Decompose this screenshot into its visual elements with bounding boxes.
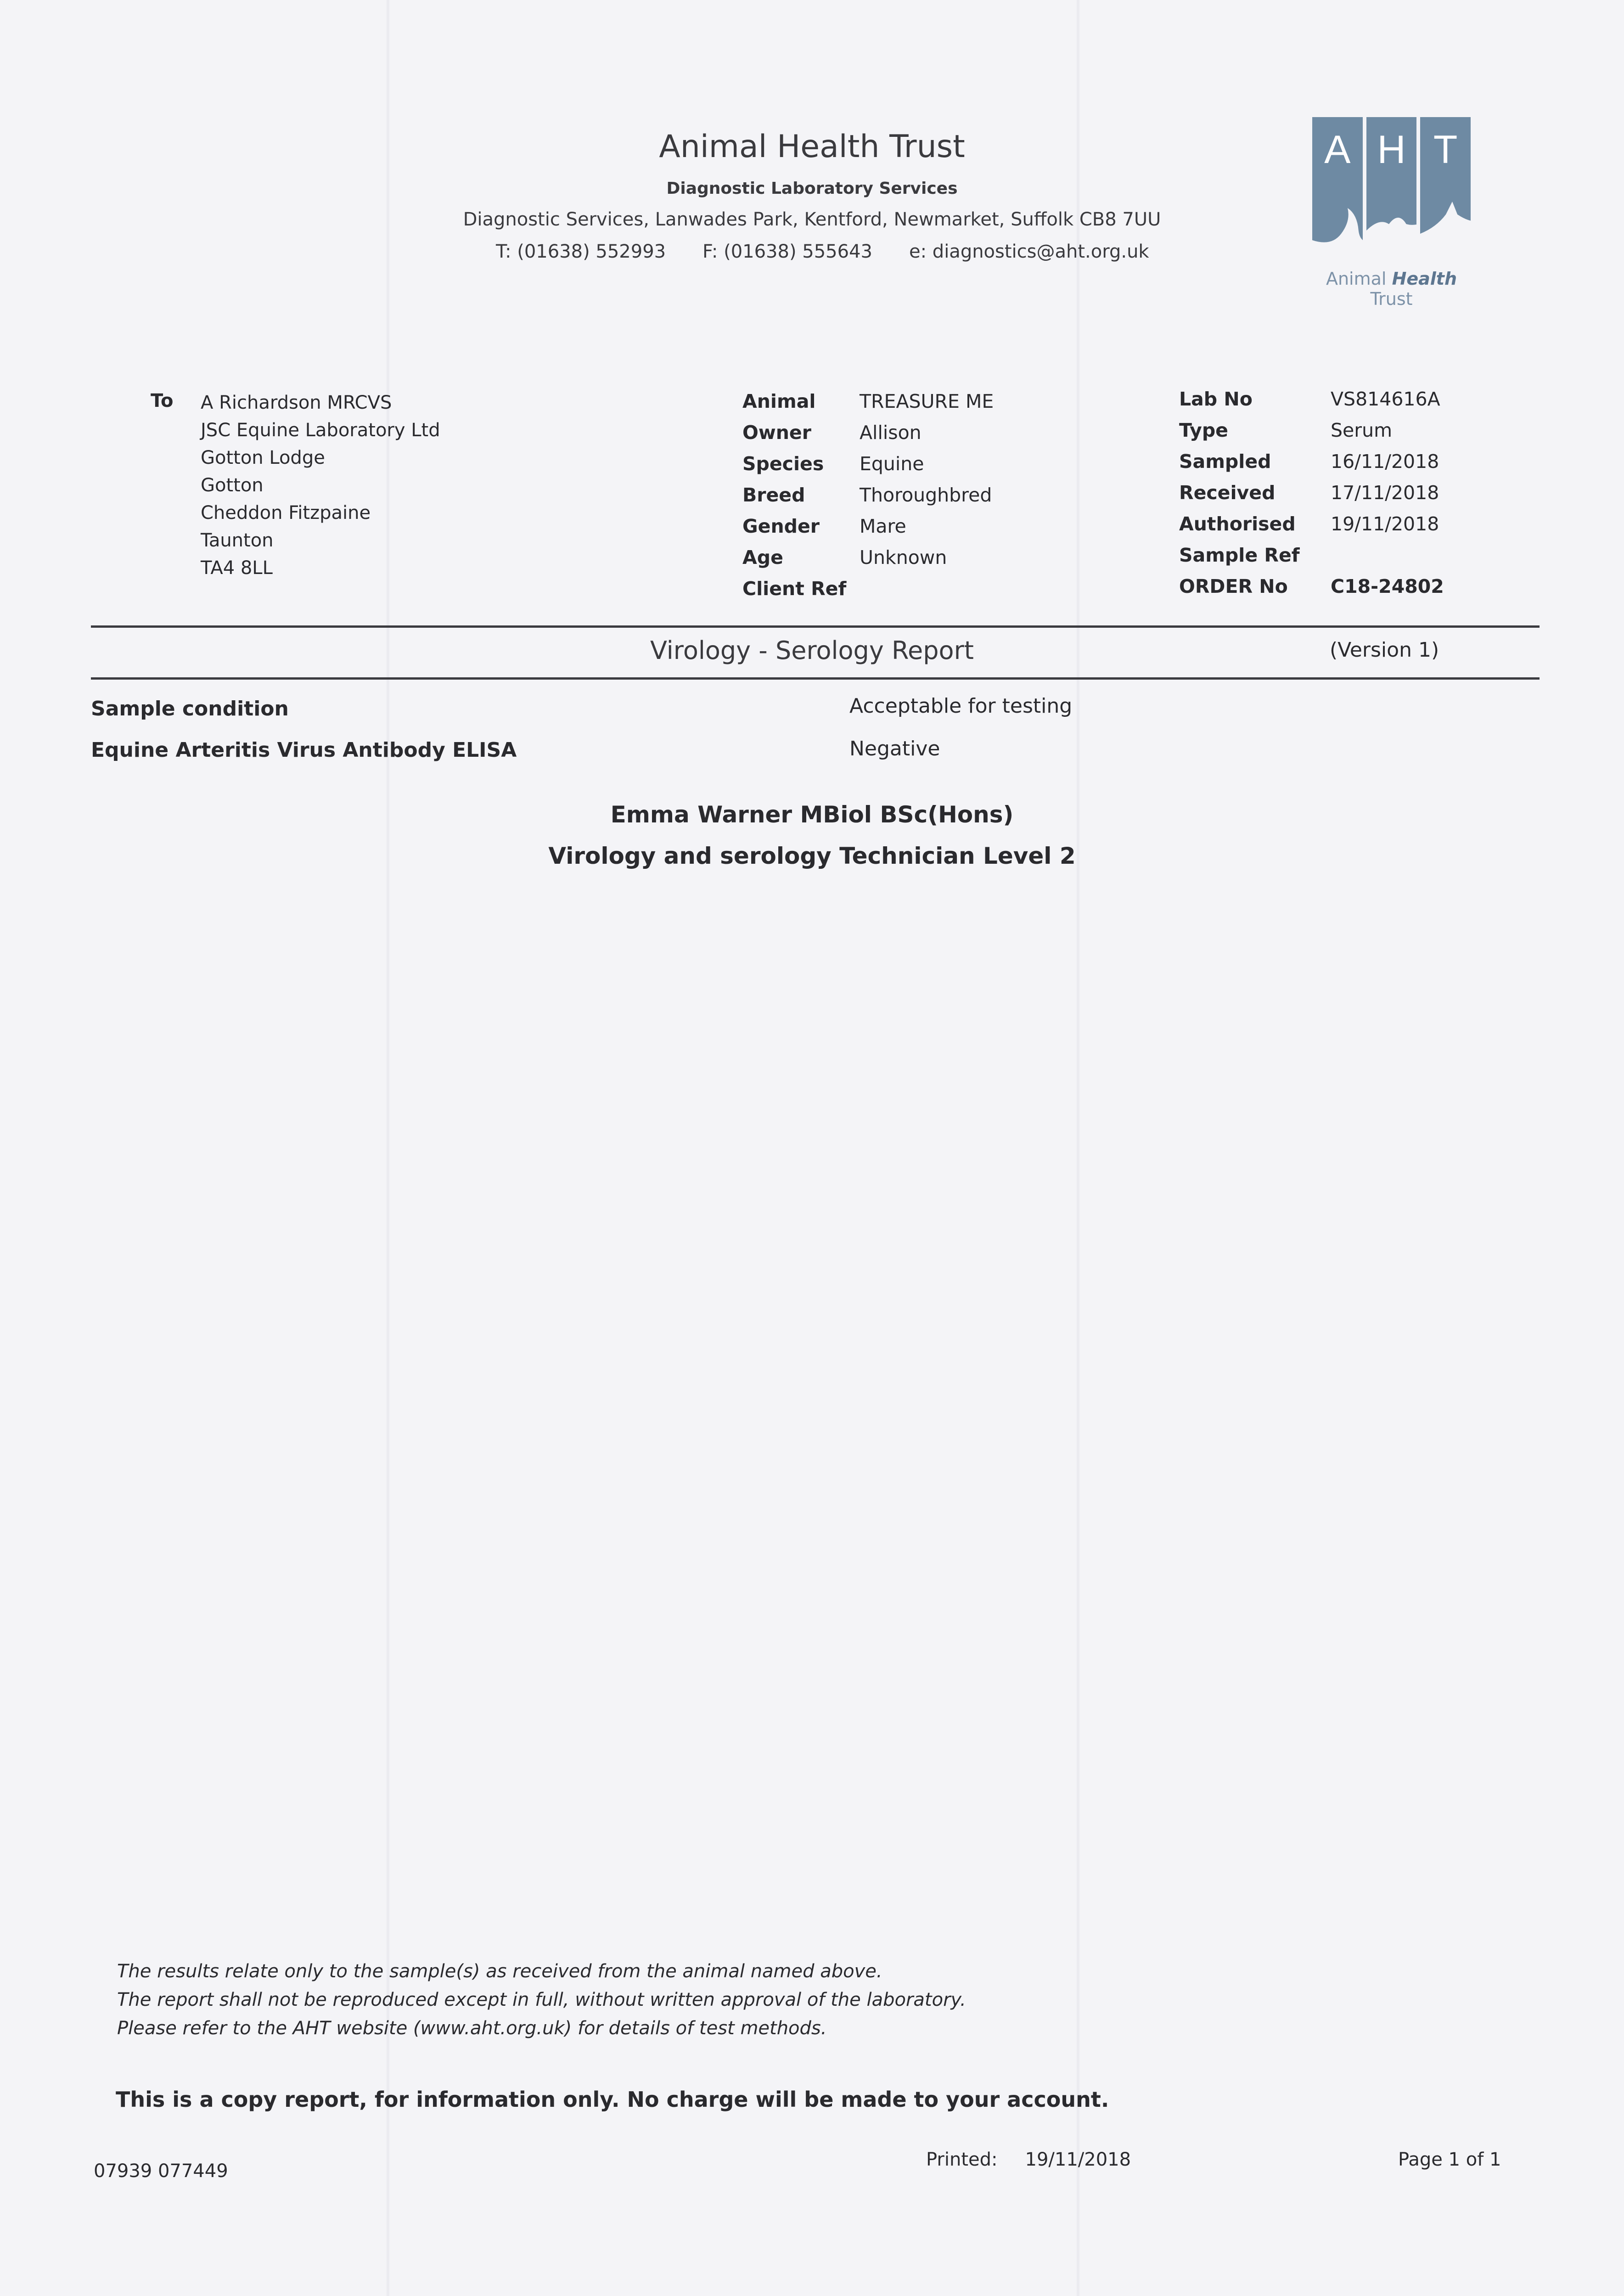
info-row-order-no: ORDER No C18-24802 xyxy=(1179,575,1444,597)
disclaimer-line: The results relate only to the sample(s) as received from the animal named above. xyxy=(117,1961,882,1982)
info-row-owner: Owner Allison xyxy=(742,422,922,444)
info-row-age: Age Unknown xyxy=(742,546,947,568)
report-title: Virology - Serology Report xyxy=(650,636,974,665)
address-line: TA4 8LL xyxy=(201,557,273,579)
page-number: Page 1 of 1 xyxy=(1398,2149,1501,2170)
info-row-sampled: Sampled 16/11/2018 xyxy=(1179,450,1439,473)
phone-number: T: (01638) 552993 xyxy=(496,241,666,262)
address-line: A Richardson MRCVS xyxy=(201,392,392,413)
info-row-breed: Breed Thoroughbred xyxy=(742,484,992,506)
printed-date xyxy=(926,2149,1131,2170)
address-line: Gotton Lodge xyxy=(201,447,325,468)
info-row-species: Species Equine xyxy=(742,453,924,475)
to-label: To xyxy=(151,390,174,411)
address-line: Gotton xyxy=(201,475,264,496)
recipient-address xyxy=(201,389,440,582)
info-row-animal: Animal TREASURE ME xyxy=(742,390,994,412)
address-line: JSC Equine Laboratory Ltd xyxy=(201,420,440,441)
cat-silhouette-icon xyxy=(1420,195,1484,259)
org-address: Diagnostic Services, Lanwades Park, Kentford, Newmarket, Suffolk CB8 7UU xyxy=(463,209,1161,230)
disclaimer-line: Please refer to the AHT website (www.aht.org.uk) for details of test methods. xyxy=(117,2018,827,2039)
logo-cell-h: H xyxy=(1366,117,1417,259)
org-name: Animal Health Trust xyxy=(659,129,965,165)
page-fold xyxy=(387,0,389,2296)
signatory-name: Emma Warner MBiol BSc(Hons) xyxy=(610,801,1014,828)
lab-info xyxy=(1179,383,1444,602)
email-address: e: diagnostics@aht.org.uk xyxy=(909,241,1149,262)
footer-phone: 07939 077449 xyxy=(94,2161,228,2182)
org-contact xyxy=(496,241,1149,262)
address-line: Cheddon Fitzpaine xyxy=(201,502,371,523)
result-label: Equine Arteritis Virus Antibody ELISA xyxy=(91,738,517,762)
logo-cell-a: A xyxy=(1312,117,1363,259)
disclaimer-line: The report shall not be reproduced except in full, without written approval of the laboratory. xyxy=(117,1989,966,2010)
info-row-authorised: Authorised 19/11/2018 xyxy=(1179,513,1439,535)
info-row-lab-no: Lab No VS814616A xyxy=(1179,388,1440,410)
info-row-type: Type Serum xyxy=(1179,419,1393,441)
department-name: Diagnostic Laboratory Services xyxy=(666,179,958,198)
info-row-received: Received 17/11/2018 xyxy=(1179,482,1439,504)
logo-caption: Animal Health Trust xyxy=(1326,269,1457,309)
report-version: (Version 1) xyxy=(1330,638,1439,662)
printed-label: Printed: xyxy=(926,2149,998,2170)
animal-info xyxy=(742,386,994,604)
info-row-gender: Gender Mare xyxy=(742,515,906,537)
page-fold xyxy=(1077,0,1079,2296)
disclaimer xyxy=(117,1957,966,2043)
divider-bottom xyxy=(91,677,1540,680)
logo-cell-t: T xyxy=(1420,117,1471,259)
info-row-sample-ref: Sample Ref xyxy=(1179,544,1300,566)
result-value: Negative xyxy=(849,737,940,760)
result-label: Sample condition xyxy=(91,697,289,720)
result-value: Acceptable for testing xyxy=(849,694,1073,718)
fax-number: F: (01638) 555643 xyxy=(702,241,872,262)
divider-top xyxy=(91,625,1540,628)
info-row-client-ref: Client Ref xyxy=(742,578,847,600)
aht-logo xyxy=(1312,117,1471,309)
address-line: Taunton xyxy=(201,530,274,551)
signatory-role: Virology and serology Technician Level 2 xyxy=(548,843,1076,869)
printed-value: 19/11/2018 xyxy=(1025,2149,1131,2170)
copy-report-note: This is a copy report, for information only. No charge will be made to your account. xyxy=(116,2087,1109,2112)
